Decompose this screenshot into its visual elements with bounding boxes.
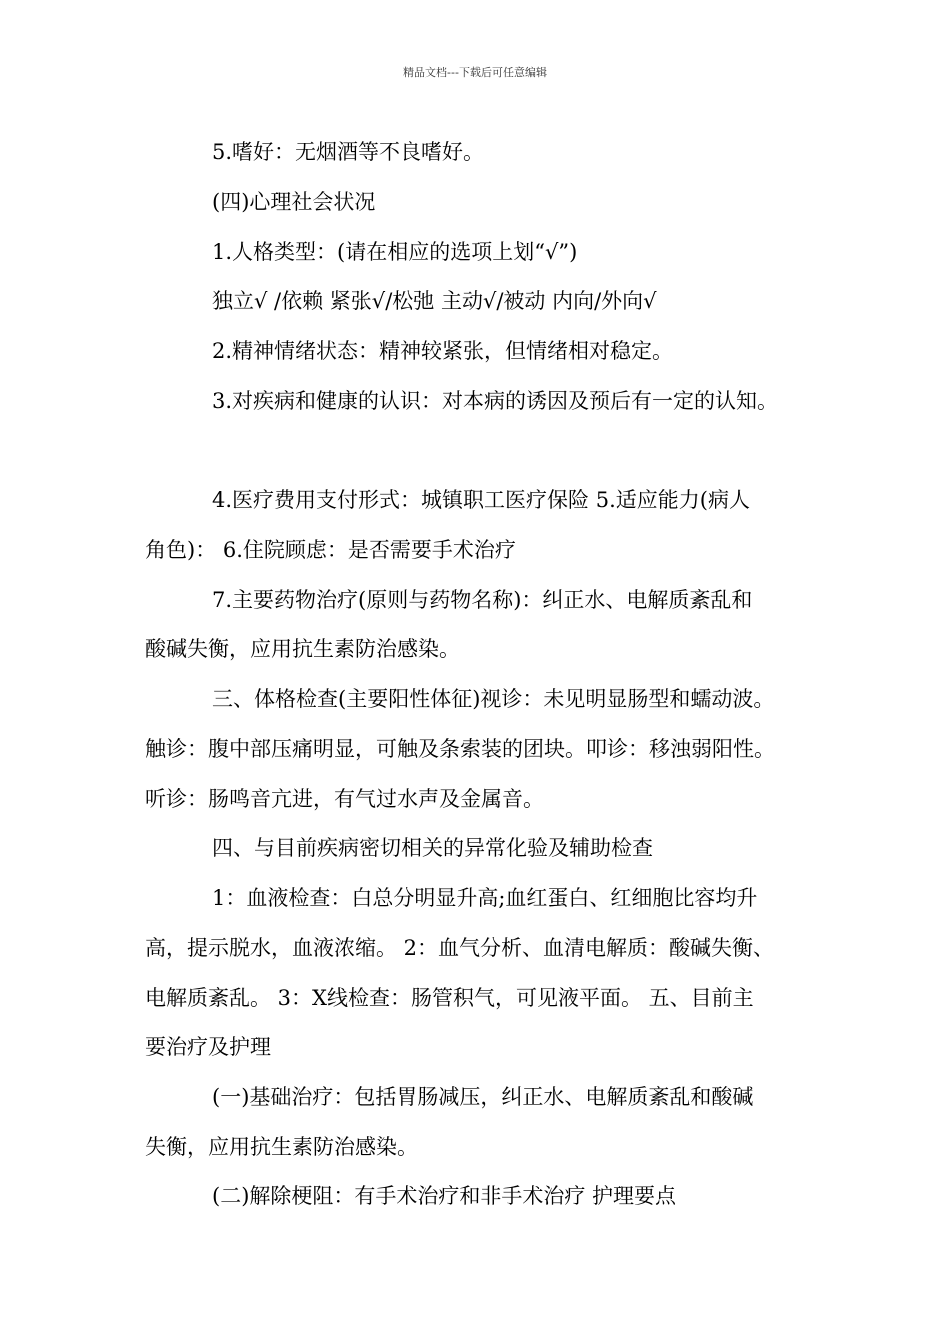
text-line: (四)心理社会状况 bbox=[212, 190, 376, 214]
text-line: 高，提示脱水，血液浓缩。 2：血气分析、血清电解质：酸碱失衡、 bbox=[145, 936, 775, 960]
text-line: 电解质紊乱。 3：X线检查：肠管积气，可见液平面。 五、目前主 bbox=[145, 986, 754, 1010]
text-line: 独立√ /依赖 紧张√/松弛 主动√/被动 内向/外向√ bbox=[212, 289, 657, 313]
text-line: 2.精神情绪状态：精神较紧张，但情绪相对稳定。 bbox=[212, 339, 674, 363]
text-line: 听诊：肠鸣音亢进，有气过水声及金属音。 bbox=[145, 787, 544, 811]
text-line: 要治疗及护理 bbox=[145, 1035, 271, 1059]
page-header: 精品文档---下载后可任意编辑 bbox=[403, 66, 547, 79]
text-line: 7.主要药物治疗(原则与药物名称)：纠正水、电解质紊乱和 bbox=[212, 588, 753, 612]
text-line: 3.对疾病和健康的认识：对本病的诱因及预后有一定的认知。 bbox=[212, 389, 779, 413]
text-line: (一)基础治疗：包括胃肠减压，纠正水、电解质紊乱和酸碱 bbox=[212, 1085, 754, 1109]
text-line: 4.医疗费用支付形式：城镇职工医疗保险 5.适应能力(病人 bbox=[212, 488, 750, 512]
text-line: 三、体格检查(主要阳性体征)视诊：未见明显肠型和蠕动波。 bbox=[212, 687, 775, 711]
text-line: 四、与目前疾病密切相关的异常化验及辅助检查 bbox=[212, 836, 653, 860]
text-line: (二)解除梗阻：有手术治疗和非手术治疗 护理要点 bbox=[212, 1184, 677, 1208]
text-line: 酸碱失衡，应用抗生素防治感染。 bbox=[145, 637, 460, 661]
text-line: 1.人格类型：(请在相应的选项上划“√”) bbox=[212, 240, 578, 264]
text-line: 角色)： 6.住院顾虑：是否需要手术治疗 bbox=[145, 538, 516, 562]
text-line: 失衡，应用抗生素防治感染。 bbox=[145, 1135, 418, 1159]
text-line: 1：血液检查：白总分明显升高;血红蛋白、红细胞比容均升 bbox=[212, 886, 758, 910]
text-line: 5.嗜好：无烟酒等不良嗜好。 bbox=[212, 140, 485, 164]
text-line: 触诊：腹中部压痛明显，可触及条索装的团块。叩诊：移浊弱阳性。 bbox=[145, 737, 775, 761]
